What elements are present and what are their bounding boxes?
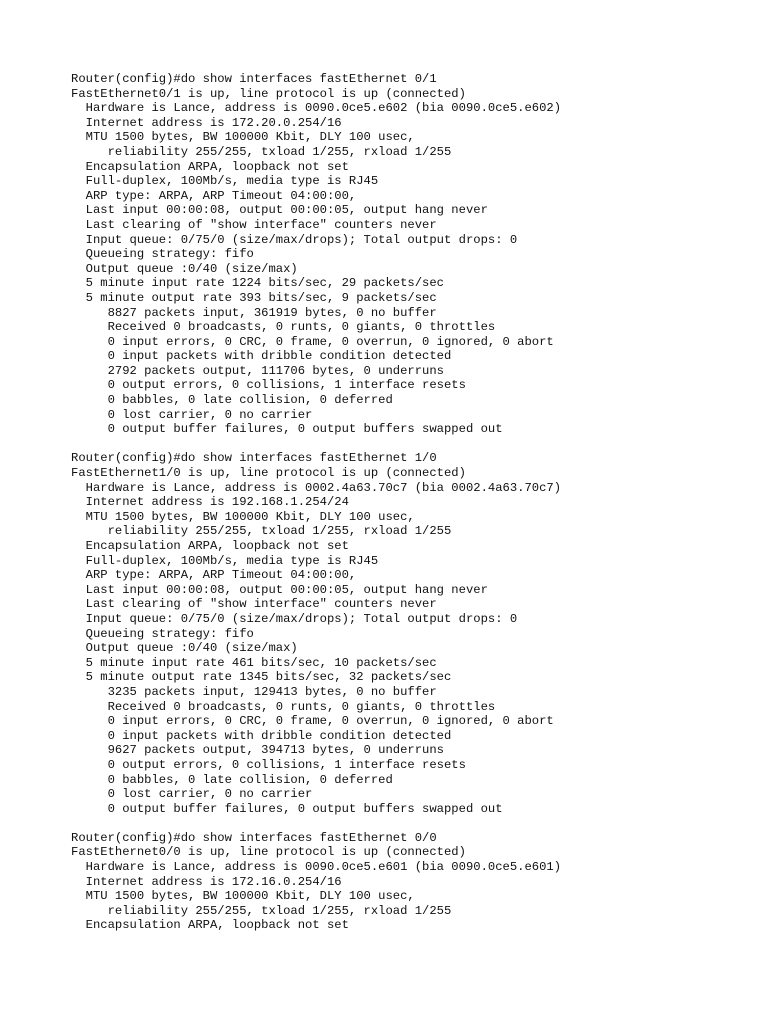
output-line: 0 input packets with dribble condition detected	[71, 728, 452, 743]
output-line: 0 babbles, 0 late collision, 0 deferred	[71, 393, 393, 408]
output-line: Input queue: 0/75/0 (size/max/drops); Total output drops: 0	[71, 611, 518, 626]
command-output-block	[71, 451, 761, 816]
output-line: Received 0 broadcasts, 0 runts, 0 giants, 0 throttles	[71, 320, 496, 335]
output-line: Hardware is Lance, address is 0090.0ce5.e602 (bia 0090.0ce5.e602)	[71, 101, 562, 116]
output-line: 3235 packets input, 129413 bytes, 0 no buffer	[71, 684, 437, 699]
output-line: 0 input packets with dribble condition detected	[71, 349, 452, 364]
output-line: 0 output errors, 0 collisions, 1 interface resets	[71, 757, 466, 772]
output-line: Last clearing of "show interface" counters never	[71, 217, 437, 232]
output-line: FastEthernet1/0 is up, line protocol is up (connected)	[71, 466, 466, 481]
output-line: 0 output buffer failures, 0 output buffers swapped out	[71, 801, 503, 816]
output-line: Full-duplex, 100Mb/s, media type is RJ45	[71, 174, 379, 189]
output-line: MTU 1500 bytes, BW 100000 Kbit, DLY 100 usec,	[71, 130, 415, 145]
output-line: ARP type: ARPA, ARP Timeout 04:00:00,	[71, 568, 357, 583]
document-page	[71, 72, 761, 948]
output-line: Queueing strategy: fifo	[71, 247, 254, 262]
output-line: Internet address is 192.168.1.254/24	[71, 495, 349, 510]
output-line: MTU 1500 bytes, BW 100000 Kbit, DLY 100 usec,	[71, 509, 415, 524]
output-line: Received 0 broadcasts, 0 runts, 0 giants, 0 throttles	[71, 699, 496, 714]
command-line: Router(config)#do show interfaces fastEthernet 1/0	[71, 451, 437, 466]
output-line: Encapsulation ARPA, loopback not set	[71, 159, 349, 174]
output-line: 5 minute output rate 1345 bits/sec, 32 packets/sec	[71, 670, 452, 685]
output-line: 9627 packets output, 394713 bytes, 0 underruns	[71, 743, 444, 758]
output-line: Last input 00:00:08, output 00:00:05, output hang never	[71, 582, 488, 597]
output-line: Hardware is Lance, address is 0090.0ce5.e601 (bia 0090.0ce5.e601)	[71, 860, 562, 875]
output-line: 8827 packets input, 361919 bytes, 0 no buffer	[71, 305, 437, 320]
output-line: reliability 255/255, txload 1/255, rxload 1/255	[71, 144, 452, 159]
command-output-block	[71, 72, 761, 437]
output-line: FastEthernet0/1 is up, line protocol is up (connected)	[71, 86, 466, 101]
command-line: Router(config)#do show interfaces fastEthernet 0/1	[71, 72, 437, 86]
output-line: reliability 255/255, txload 1/255, rxload 1/255	[71, 903, 452, 918]
output-line: Full-duplex, 100Mb/s, media type is RJ45	[71, 553, 379, 568]
output-line: 0 output errors, 0 collisions, 1 interface resets	[71, 378, 466, 393]
output-line: 5 minute input rate 1224 bits/sec, 29 packets/sec	[71, 276, 444, 291]
output-line: 0 lost carrier, 0 no carrier	[71, 407, 313, 422]
output-line: Internet address is 172.20.0.254/16	[71, 115, 342, 130]
output-line: Encapsulation ARPA, loopback not set	[71, 918, 349, 933]
output-line: Queueing strategy: fifo	[71, 626, 254, 641]
output-line: Last clearing of "show interface" counters never	[71, 597, 437, 612]
output-line: 0 input errors, 0 CRC, 0 frame, 0 overrun, 0 ignored, 0 abort	[71, 714, 554, 729]
output-line: ARP type: ARPA, ARP Timeout 04:00:00,	[71, 188, 357, 203]
output-line: FastEthernet0/0 is up, line protocol is up (connected)	[71, 845, 466, 860]
output-line: Output queue :0/40 (size/max)	[71, 261, 298, 276]
command-line: Router(config)#do show interfaces fastEthernet 0/0	[71, 830, 437, 845]
output-line: 5 minute output rate 393 bits/sec, 9 packets/sec	[71, 290, 437, 305]
command-output-block	[71, 831, 761, 933]
output-line: 0 output buffer failures, 0 output buffers swapped out	[71, 422, 503, 437]
output-line: 2792 packets output, 111706 bytes, 0 underruns	[71, 363, 444, 378]
output-line: 0 input errors, 0 CRC, 0 frame, 0 overrun, 0 ignored, 0 abort	[71, 334, 554, 349]
output-line: Hardware is Lance, address is 0002.4a63.70c7 (bia 0002.4a63.70c7)	[71, 480, 562, 495]
output-line: 5 minute input rate 461 bits/sec, 10 packets/sec	[71, 655, 437, 670]
output-line: Last input 00:00:08, output 00:00:05, output hang never	[71, 203, 488, 218]
output-line: reliability 255/255, txload 1/255, rxload 1/255	[71, 524, 452, 539]
output-line: Internet address is 172.16.0.254/16	[71, 874, 342, 889]
output-line: Encapsulation ARPA, loopback not set	[71, 539, 349, 553]
output-line: 0 babbles, 0 late collision, 0 deferred	[71, 772, 393, 787]
output-line: MTU 1500 bytes, BW 100000 Kbit, DLY 100 usec,	[71, 889, 415, 904]
output-line: Output queue :0/40 (size/max)	[71, 641, 298, 656]
output-line: 0 lost carrier, 0 no carrier	[71, 787, 313, 802]
output-line: Input queue: 0/75/0 (size/max/drops); Total output drops: 0	[71, 232, 518, 247]
